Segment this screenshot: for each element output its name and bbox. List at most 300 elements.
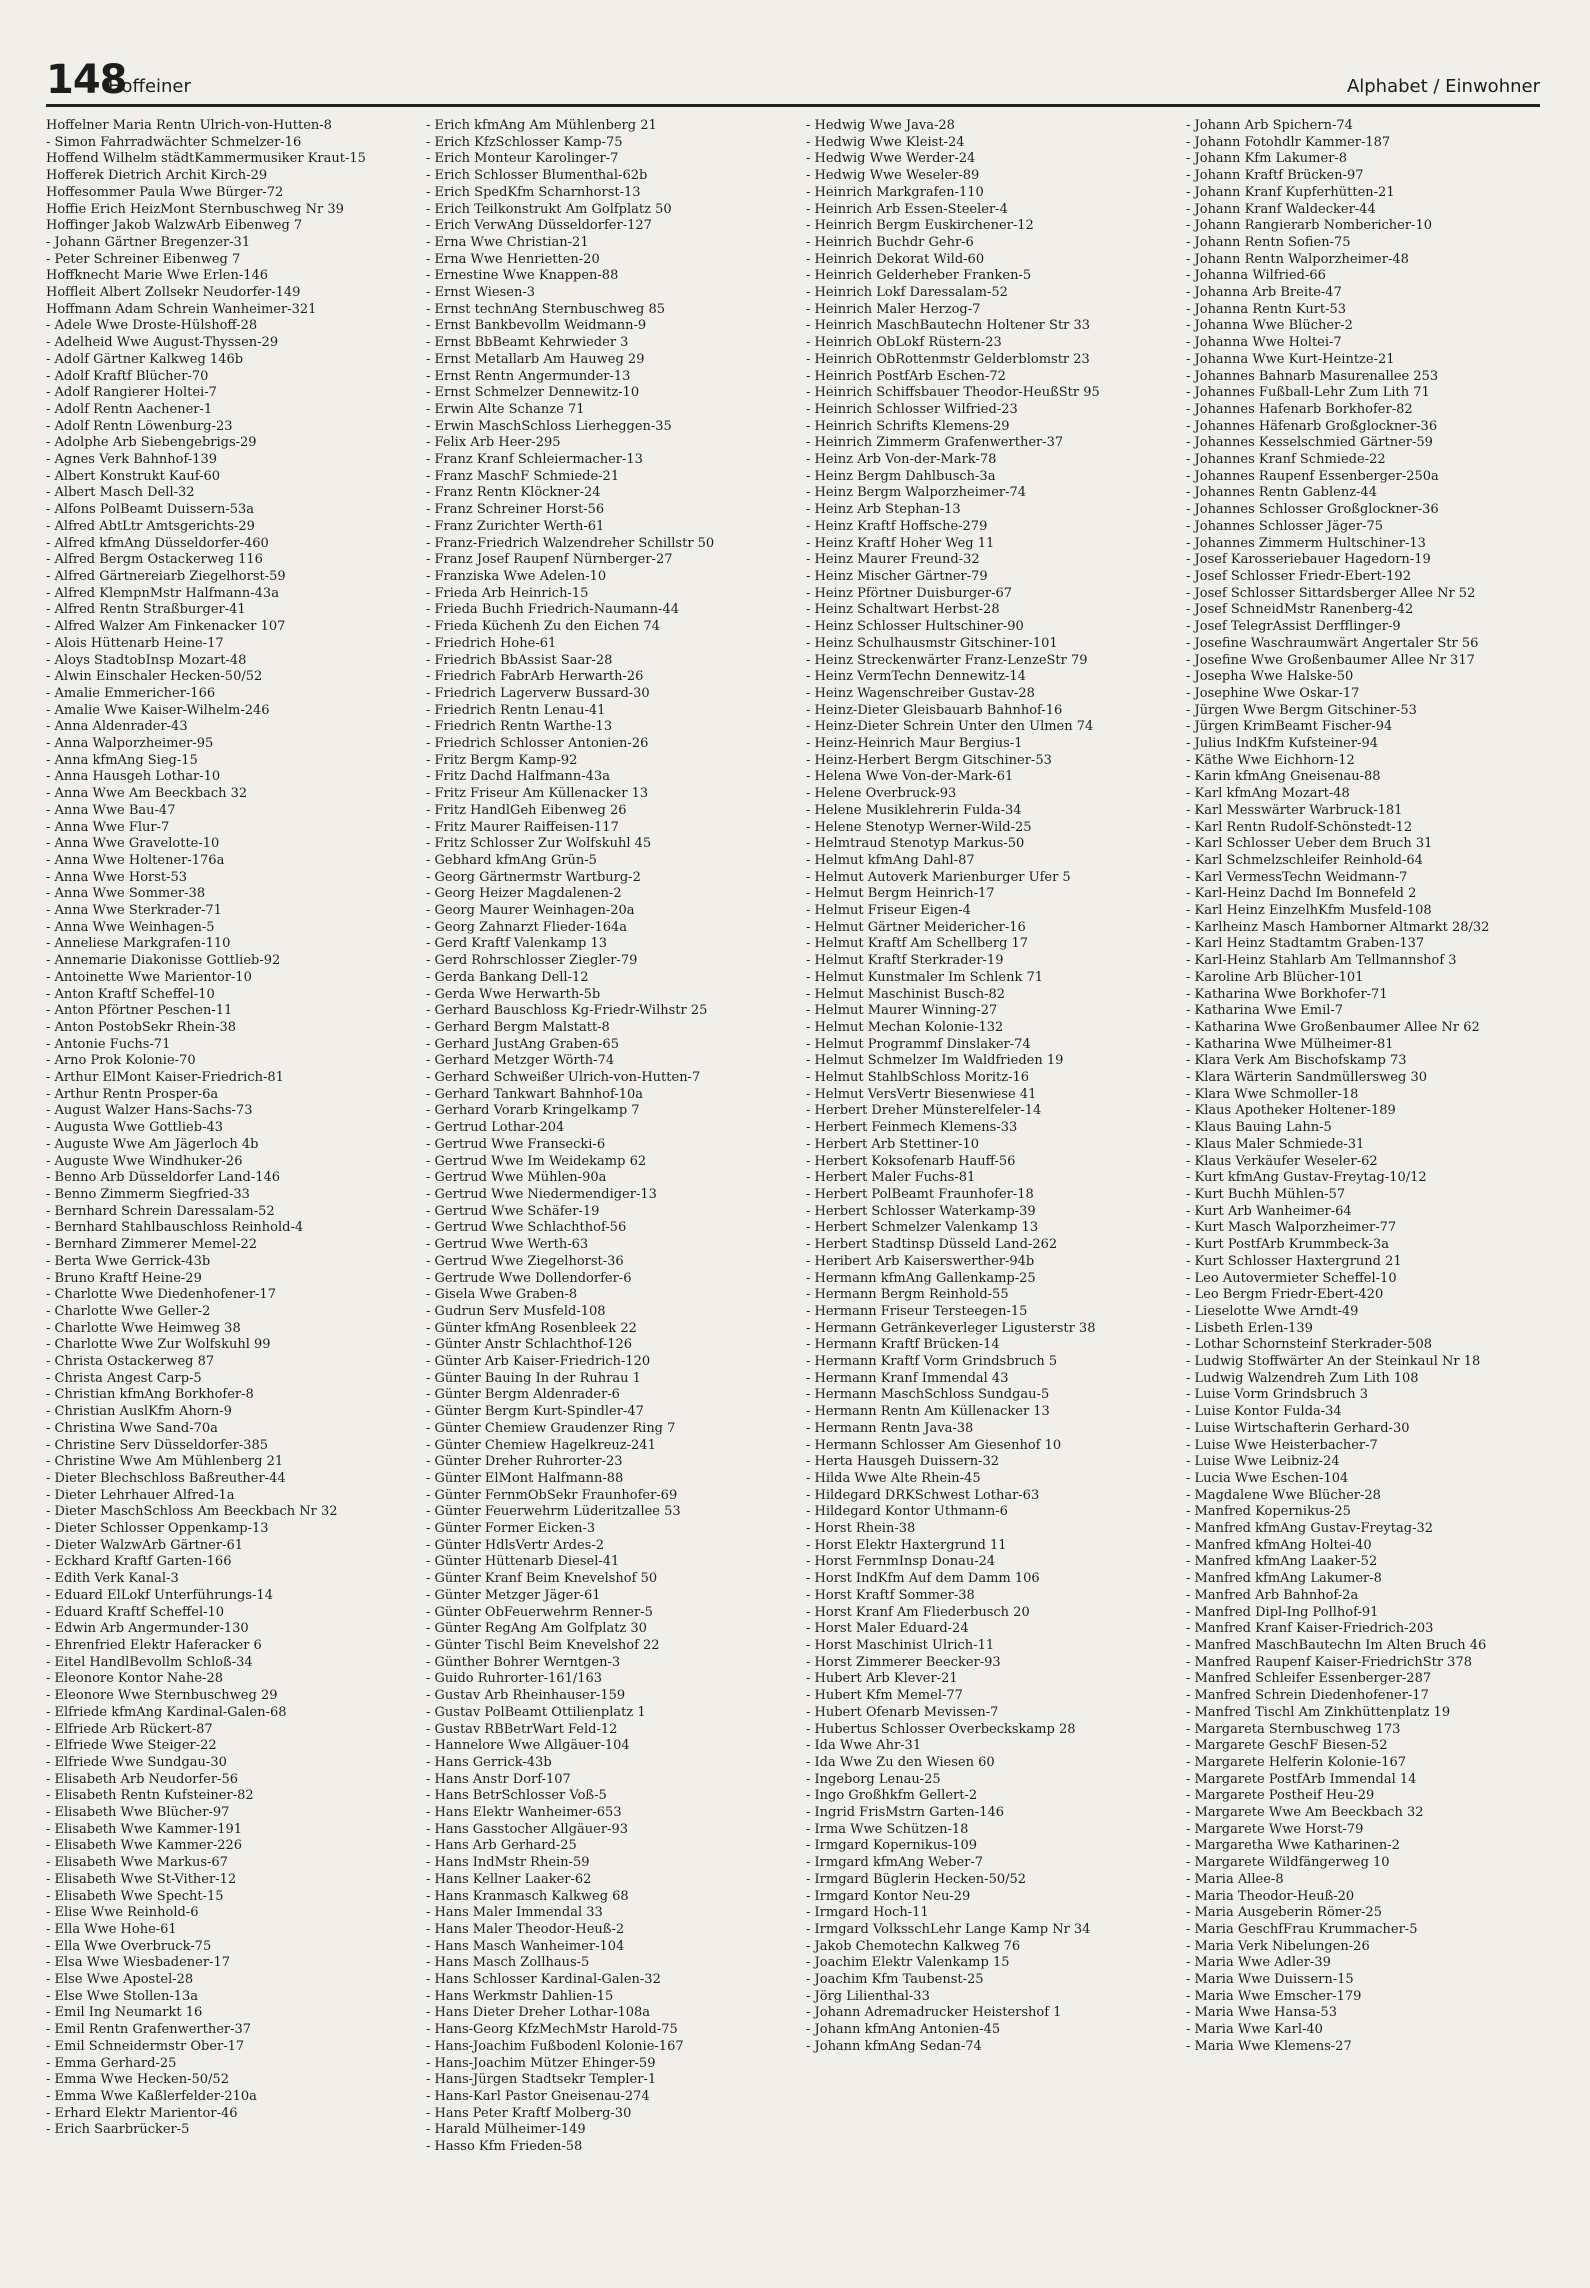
- directory-entry: - Jürgen KrimBeamt Fischer-94: [1186, 719, 1393, 735]
- directory-entry: - Gertrud Lothar-204: [426, 1120, 565, 1136]
- directory-entry: - Elisabeth Wwe Markus-67: [46, 1855, 228, 1871]
- directory-entry: - Leo Autovermieter Scheffel-10: [1186, 1270, 1397, 1286]
- directory-entry: - Helmut Kunstmaler Im Schlenk 71: [806, 969, 1044, 985]
- directory-entry: - Anna Wwe Holtener-176a: [46, 852, 225, 868]
- directory-entry: - Frieda Buchh Friedrich-Naumann-44: [426, 602, 679, 618]
- directory-entry: - Antonie Fuchs-71: [46, 1036, 171, 1052]
- directory-entry: - Hans-Karl Pastor Gneisenau-274: [426, 2088, 650, 2104]
- directory-entry: Hofferek Dietrich Archit Kirch-29: [46, 168, 268, 184]
- directory-entry: - Günter ObFeuerwehrm Renner-5: [426, 1604, 653, 1620]
- directory-entry: - Magdalene Wwe Blücher-28: [1186, 1487, 1381, 1503]
- directory-entry: - Karl Heinz Stadtamtm Graben-137: [1186, 936, 1425, 952]
- directory-entry: - Hermann Bergm Reinhold-55: [806, 1287, 1009, 1303]
- directory-entry: - Ludwig Stoffwärter An der Steinkaul Nr 18: [1186, 1354, 1481, 1370]
- directory-entry: - Julius IndKfm Kufsteiner-94: [1186, 736, 1378, 752]
- directory-entry: - Günter ElMont Halfmann-88: [426, 1470, 624, 1486]
- directory-entry: - Emma Wwe Hecken-50/52: [46, 2072, 229, 2088]
- directory-entry: - Heinz Mischer Gärtner-79: [806, 568, 988, 584]
- directory-entry: - Johann Fotohdlr Kammer-187: [1186, 134, 1391, 150]
- directory-entry: - Arno Prok Kolonie-70: [46, 1053, 196, 1069]
- directory-entry: - Klaus Bauing Lahn-5: [1186, 1120, 1332, 1136]
- directory-entry: - Irmgard Büglerin Hecken-50/52: [806, 1871, 1027, 1887]
- directory-entry: - Josef Schlosser Sittardsberger Allee Nr 52: [1186, 585, 1476, 601]
- directory-entry: - Elisabeth Wwe St-Vither-12: [46, 1871, 237, 1887]
- directory-entry: - Hans-Jürgen Stadtsekr Templer-1: [426, 2072, 657, 2088]
- directory-entry: - Erich SpedKfm Scharnhorst-13: [426, 184, 641, 200]
- directory-entry: - Heinz Arb Von-der-Mark-78: [806, 452, 997, 468]
- directory-entry: - Charlotte Wwe Heimweg 38: [46, 1320, 241, 1336]
- directory-entry: - Günter Anstr Schlachthof-126: [426, 1337, 633, 1353]
- directory-entry: - Günter Metzger Jäger-61: [426, 1587, 601, 1603]
- directory-entry: - Erich Teilkonstrukt Am Golfplatz 50: [426, 201, 672, 217]
- directory-entry: - Gertrud Wwe Schlachthof-56: [426, 1220, 627, 1236]
- directory-entry: - Else Wwe Apostel-28: [46, 1972, 194, 1988]
- directory-entry: - Emil Ing Neumarkt 16: [46, 2005, 203, 2021]
- directory-entry: - Gerhard Metzger Wörth-74: [426, 1053, 615, 1069]
- directory-entry: - Hannelore Wwe Allgäuer-104: [426, 1738, 630, 1754]
- directory-entry: - Felix Arb Heer-295: [426, 435, 561, 451]
- directory-entry: - Albert Konstrukt Kauf-60: [46, 468, 221, 484]
- directory-entry: - Gertrud Wwe Mühlen-90a: [426, 1170, 607, 1186]
- directory-entry: - Helmut Mechan Kolonie-132: [806, 1019, 1004, 1035]
- directory-entry: - Hermann Friseur Tersteegen-15: [806, 1303, 1028, 1319]
- directory-entry: - Klara Wärterin Sandmüllersweg 30: [1186, 1070, 1427, 1086]
- directory-entry: - Johann Kfm Lakumer-8: [1186, 151, 1348, 167]
- directory-entry: - Karl Schlosser Ueber dem Bruch 31: [1186, 836, 1433, 852]
- directory-entry: - Maria Wwe Karl-40: [1186, 2022, 1323, 2038]
- directory-entry: - Margareta Sternbuschweg 173: [1186, 1721, 1401, 1737]
- directory-entry: - Hilda Wwe Alte Rhein-45: [806, 1470, 981, 1486]
- directory-entry: - Helene Musiklehrerin Fulda-34: [806, 802, 1022, 818]
- directory-entry: - Johann Kranf Waldecker-44: [1186, 201, 1376, 217]
- directory-entry: - Herbert Schmelzer Valenkamp 13: [806, 1220, 1039, 1236]
- directory-entry: - Erwin Alte Schanze 71: [426, 401, 585, 417]
- directory-entry: - Georg Gärtnermstr Wartburg-2: [426, 869, 641, 885]
- directory-entry: - Margarete Wwe Horst-79: [1186, 1821, 1364, 1837]
- directory-entry: - Heinz-Dieter Gleisbauarb Bahnhof-16: [806, 702, 1063, 718]
- directory-entry: - Alfred Gärtnereiarb Ziegelhorst-59: [46, 568, 286, 584]
- directory-entry: - Johanna Wwe Blücher-2: [1186, 318, 1353, 334]
- directory-entry: - Anna Wwe Sterkrader-71: [46, 903, 222, 919]
- directory-entry: - Heinrich Lokf Daressalam-52: [806, 285, 1008, 301]
- directory-entry: - Katharina Wwe Emil-7: [1186, 1003, 1344, 1019]
- directory-entry: - Gudrun Serv Musfeld-108: [426, 1303, 606, 1319]
- directory-entry: - Hans Kellner Laaker-62: [426, 1871, 592, 1887]
- directory-entry: - Fritz Dachd Halfmann-43a: [426, 769, 610, 785]
- directory-entry: - Johann Arb Spichern-74: [1186, 118, 1353, 133]
- directory-entry: - Gerd Rohrschlosser Ziegler-79: [426, 953, 638, 969]
- directory-entry: - Heinrich Maler Herzog-7: [806, 301, 981, 317]
- directory-entry: - Josepha Wwe Halske-50: [1186, 669, 1354, 685]
- directory-entry: - Karl Schmelzschleifer Reinhold-64: [1186, 852, 1423, 868]
- directory-entry: - Jakob Chemotechn Kalkweg 76: [806, 1938, 1021, 1954]
- directory-entry: - Irmgard kfmAng Weber-7: [806, 1855, 984, 1871]
- directory-entry: - Erich kfmAng Am Mühlenberg 21: [426, 118, 657, 133]
- directory-entry: - Heinz Kraftf Hoher Weg 11: [806, 535, 995, 551]
- directory-entry: - Günter Hüttenarb Diesel-41: [426, 1554, 620, 1570]
- directory-entry: - Irmgard Hoch-11: [806, 1905, 929, 1921]
- directory-entry: - Margarete GeschF Biesen-52: [1186, 1738, 1388, 1754]
- directory-entry: Hoffelner Maria Rentn Ulrich-von-Hutten-8: [46, 118, 332, 133]
- directory-entry: - Dieter Lehrhauer Alfred-1a: [46, 1487, 235, 1503]
- directory-entry: - Kurt Buchh Mühlen-57: [1186, 1187, 1346, 1202]
- directory-entry: - Horst IndKfm Auf dem Damm 106: [806, 1571, 1040, 1587]
- directory-entry: - Hans Werkmstr Dahlien-15: [426, 1988, 614, 2004]
- directory-entry: - Johannes Kesselschmied Gärtner-59: [1186, 435, 1433, 451]
- directory-entry: - Arthur ElMont Kaiser-Friedrich-81: [46, 1070, 284, 1086]
- directory-entry: - Helmut Schmelzer Im Waldfrieden 19: [806, 1053, 1064, 1069]
- directory-entry: - Alfred Rentn Straßburger-41: [46, 602, 246, 618]
- directory-entry: - Günther Bohrer Werntgen-3: [426, 1654, 621, 1670]
- directory-entry: - Johannes Kranf Schmiede-22: [1186, 452, 1386, 468]
- directory-entry: - Hubertus Schlosser Overbeckskamp 28: [806, 1721, 1076, 1737]
- directory-entry: - Johann Kraftf Brücken-97: [1186, 168, 1364, 184]
- directory-entry: - Hans Anstr Dorf-107: [426, 1771, 571, 1787]
- directory-entry: - Fritz HandlGeh Eibenweg 26: [426, 802, 627, 818]
- directory-entry: Hoffie Erich HeizMont Sternbuschweg Nr 39: [46, 201, 344, 217]
- directory-entry: - Manfred Arb Bahnhof-2a: [1186, 1587, 1359, 1603]
- directory-entry: - Günter RegAng Am Golfplatz 30: [426, 1621, 647, 1637]
- directory-entry: - Franz Zurichter Werth-61: [426, 518, 605, 534]
- directory-entry: - Alfred kfmAng Düsseldorfer-460: [46, 535, 269, 551]
- directory-entry: - Friedrich Rentn Warthe-13: [426, 719, 613, 735]
- directory-entry: - Klaus Maler Schmiede-31: [1186, 1136, 1365, 1152]
- directory-entry: - Elisabeth Wwe Blücher-97: [46, 1805, 230, 1821]
- directory-entry: - Johanna Rentn Kurt-53: [1186, 301, 1347, 317]
- directory-entry: - Kurt kfmAng Gustav-Freytag-10/12: [1186, 1170, 1427, 1186]
- directory-entry: - Fritz Bergm Kamp-92: [426, 752, 578, 768]
- directory-entry: - Anneliese Markgrafen-110: [46, 936, 231, 952]
- directory-entry: - Hedwig Wwe Werder-24: [806, 151, 976, 167]
- directory-entry: - Helmut Programmf Dinslaker-74: [806, 1036, 1031, 1052]
- directory-entry: - Hildegard Kontor Uthmann-6: [806, 1504, 1008, 1520]
- directory-entry: - Jürgen Wwe Bergm Gitschiner-53: [1186, 702, 1417, 718]
- directory-entry: - Hans Elektr Wanheimer-653: [426, 1805, 622, 1821]
- directory-entry: - Elfriede Wwe Steiger-22: [46, 1738, 217, 1754]
- directory-entry: - Heinz Maurer Freund-32: [806, 552, 980, 568]
- directory-entry: - Ella Wwe Hohe-61: [46, 1921, 177, 1937]
- directory-entry: - Leo Bergm Friedr-Ebert-420: [1186, 1287, 1384, 1303]
- directory-entry: - Heinrich Bergm Euskirchener-12: [806, 218, 1034, 234]
- directory-entry: - Bernhard Zimmerer Memel-22: [46, 1237, 258, 1253]
- directory-entry: - Guido Ruhrorter-161/163: [426, 1671, 603, 1687]
- directory-entry: - Karin kfmAng Gneisenau-88: [1186, 769, 1381, 785]
- directory-entry: - Alfons PolBeamt Duissern-53a: [46, 502, 255, 518]
- directory-entry: - Karl-Heinz Stahlarb Am Tellmannshof 3: [1186, 953, 1457, 969]
- directory-entry: - Manfred Tischl Am Zinkhüttenplatz 19: [1186, 1704, 1451, 1720]
- directory-entry: - Gebhard kfmAng Grün-5: [426, 852, 597, 868]
- directory-entry: - Heinz Schlosser Hultschiner-90: [806, 619, 1024, 635]
- directory-entry: - Dieter WalzwArb Gärtner-61: [46, 1537, 244, 1553]
- directory-entry: - Eleonore Kontor Nahe-28: [46, 1671, 224, 1687]
- directory-entry: - Klaus Verkäufer Weseler-62: [1186, 1153, 1378, 1169]
- directory-entry: - Dieter Schlosser Oppenkamp-13: [46, 1521, 269, 1537]
- directory-entry: - Hans Gasstocher Allgäuer-93: [426, 1821, 629, 1837]
- directory-entry: - Hasso Kfm Frieden-58: [426, 2139, 583, 2155]
- column-4: [1186, 118, 1536, 2258]
- directory-entry: - Hans BetrSchlosser Voß-5: [426, 1788, 607, 1804]
- directory-entry: - Benno Zimmerm Siegfried-33: [46, 1187, 250, 1202]
- directory-entry: - Christa Angest Carp-5: [46, 1370, 202, 1386]
- directory-entry: - Adele Wwe Droste-Hülshoff-28: [46, 318, 258, 334]
- directory-entry: - Heinrich MaschBautechn Holtener Str 33: [806, 318, 1091, 334]
- directory-entry: - Herta Hausgeh Duissern-32: [806, 1454, 1000, 1470]
- directory-entry: - Josephine Wwe Oskar-17: [1186, 685, 1360, 701]
- directory-entry: - Heinrich Zimmerm Grafenwerther-37: [806, 435, 1064, 451]
- directory-entry: - Maria Theodor-Heuß-20: [1186, 1888, 1355, 1904]
- directory-entry: - Karl Rentn Rudolf-Schönstedt-12: [1186, 819, 1413, 835]
- directory-entry: - Margarete PostfArb Immendal 14: [1186, 1771, 1417, 1787]
- directory-entry: - Johannes Bahnarb Masurenallee 253: [1186, 368, 1439, 384]
- directory-entry: - Eduard Kraftf Scheffel-10: [46, 1604, 225, 1620]
- directory-entry: - Hermann Getränkeverleger Ligusterstr 38: [806, 1320, 1096, 1336]
- directory-entry: - Franz Kranf Schleiermacher-13: [426, 452, 643, 468]
- directory-entry: - Ernst Schmelzer Dennewitz-10: [426, 385, 640, 401]
- directory-entry: - Hans Maler Immendal 33: [426, 1905, 603, 1921]
- directory-entry: - Antoinette Wwe Marientor-10: [46, 969, 252, 985]
- directory-entry: - Anton Pförtner Peschen-11: [46, 1003, 233, 1019]
- directory-entry: - Katharina Wwe Borkhofer-71: [1186, 986, 1388, 1002]
- directory-entry: - Helmtraud Stenotyp Markus-50: [806, 836, 1025, 852]
- directory-entry: - Anna Wwe Weinhagen-5: [46, 919, 215, 935]
- directory-entry: - Helmut Gärtner Meidericher-16: [806, 919, 1026, 935]
- directory-entry: - Franz Josef Raupenf Nürnberger-27: [426, 552, 673, 568]
- directory-entry: - Hubert Ofenarb Mevissen-7: [806, 1704, 999, 1720]
- directory-entry: - Günter Kranf Beim Knevelshof 50: [426, 1571, 658, 1587]
- directory-entry: - Anna Wwe Gravelotte-10: [46, 836, 220, 852]
- directory-entry: - Jörg Lilienthal-33: [806, 1988, 930, 2004]
- directory-entry: - Johann kfmAng Sedan-74: [806, 2038, 982, 2054]
- directory-entry: - Arthur Rentn Prosper-6a: [46, 1086, 219, 1102]
- directory-entry: - Elfriede kfmAng Kardinal-Galen-68: [46, 1704, 287, 1720]
- directory-entry: - Horst Maschinist Ulrich-11: [806, 1637, 995, 1653]
- directory-entry: - Elisabeth Wwe Kammer-226: [46, 1838, 243, 1854]
- directory-entry: - Margarete Wwe Am Beeckbach 32: [1186, 1805, 1424, 1821]
- directory-entry: - Bernhard Stahlbauschloss Reinhold-4: [46, 1220, 304, 1236]
- directory-entry: - Fritz Friseur Am Küllenacker 13: [426, 786, 649, 802]
- directory-entry: - Karlheinz Masch Hamborner Altmarkt 28/32: [1186, 919, 1490, 935]
- directory-entry: - Herbert PolBeamt Fraunhofer-18: [806, 1187, 1034, 1202]
- directory-entry: Hoffleit Albert Zollsekr Neudorfer-149: [46, 285, 301, 301]
- directory-entry: - Emma Wwe Kaßlerfelder-210a: [46, 2088, 257, 2104]
- directory-entry: - Ernst BbBeamt Kehrwieder 3: [426, 335, 629, 351]
- directory-entry: - Hermann MaschSchloss Sundgau-5: [806, 1387, 1050, 1403]
- directory-entry: - Ernst Metallarb Am Hauweg 29: [426, 351, 645, 367]
- directory-entry: - Heinrich Arb Essen-Steeler-4: [806, 201, 1008, 217]
- directory-entry: - Friedrich Lagerverw Bussard-30: [426, 685, 650, 701]
- directory-entry: - Helmut StahlbSchloss Moritz-16: [806, 1070, 1030, 1086]
- directory-entry: - Heinrich Schiffsbauer Theodor-HeußStr 95: [806, 385, 1100, 401]
- directory-entry: - Franz Schreiner Horst-56: [426, 502, 605, 518]
- directory-entry: - Johanna Wwe Holtei-7: [1186, 335, 1342, 351]
- directory-entry: - Erich VerwAng Düsseldorfer-127: [426, 218, 652, 234]
- directory-entry: - Maria Verk Nibelungen-26: [1186, 1938, 1370, 1954]
- directory-entry: - August Walzer Hans-Sachs-73: [46, 1103, 253, 1119]
- directory-entry: - Heinz Schulhausmstr Gitschiner-101: [806, 635, 1058, 651]
- directory-entry: - Maria Wwe Klemens-27: [1186, 2038, 1352, 2054]
- directory-entry: - Günter Bergm Kurt-Spindler-47: [426, 1404, 644, 1420]
- directory-entry: - Christine Serv Düsseldorfer-385: [46, 1437, 269, 1453]
- directory-entry: - Irmgard Kopernikus-109: [806, 1838, 978, 1854]
- directory-entry: - Heribert Arb Kaiserswerther-94b: [806, 1253, 1035, 1269]
- directory-entry: - Alois Hüttenarb Heine-17: [46, 635, 224, 651]
- directory-entry: - Katharina Wwe Mülheimer-81: [1186, 1036, 1394, 1052]
- directory-entry: - Johann Gärtner Bregenzer-31: [46, 234, 251, 250]
- directory-entry: - Franziska Wwe Adelen-10: [426, 568, 607, 584]
- directory-entry: - Erwin MaschSchloss Lierheggen-35: [426, 418, 672, 434]
- directory-entry: - Else Wwe Stollen-13a: [46, 1988, 199, 2004]
- directory-entry: - Heinz VermTechn Dennewitz-14: [806, 669, 1026, 685]
- directory-entry: - Ernst Wiesen-3: [426, 285, 536, 301]
- directory-entry: Hoffesommer Paula Wwe Bürger-72: [46, 184, 284, 200]
- directory-entry: - Hans Masch Zollhaus-5: [426, 1955, 590, 1971]
- directory-entry: - Gisela Wwe Graben-8: [426, 1287, 578, 1303]
- directory-entry: - Gerhard Vorarb Kringelkamp 7: [426, 1103, 640, 1119]
- directory-entry: - Dieter MaschSchloss Am Beeckbach Nr 32: [46, 1504, 338, 1520]
- directory-entry: - Josef Schlosser Friedr-Ebert-192: [1186, 568, 1411, 584]
- directory-entry: - Günter kfmAng Rosenbleek 22: [426, 1320, 637, 1336]
- directory-entry: - Fritz Maurer Raiffeisen-117: [426, 819, 619, 835]
- directory-entry: - Eleonore Wwe Sternbuschweg 29: [46, 1688, 278, 1704]
- directory-entry: - Elfriede Wwe Sundgau-30: [46, 1754, 227, 1770]
- directory-entry: - Gertrud Wwe Ziegelhorst-36: [426, 1253, 624, 1269]
- directory-entry: - Günter FernmObSekr Fraunhofer-69: [426, 1487, 678, 1503]
- directory-entry: - Hans Gerrick-43b: [426, 1754, 552, 1770]
- directory-entry: - Josef Karosseriebauer Hagedorn-19: [1186, 552, 1431, 568]
- directory-entry: - Manfred Schleifer Essenberger-287: [1186, 1671, 1432, 1687]
- directory-entry: - Johann Kranf Kupferhütten-21: [1186, 184, 1395, 200]
- directory-entry: - Hans-Joachim Mützer Ehinger-59: [426, 2055, 656, 2071]
- directory-entry: - Helmut Kraftf Am Schellberg 17: [806, 936, 1029, 952]
- directory-entry: - Erna Wwe Henrietten-20: [426, 251, 600, 267]
- directory-entry: - Johanna Wilfried-66: [1186, 268, 1326, 284]
- directory-entry: - Ingeborg Lenau-25: [806, 1771, 941, 1787]
- directory-entry: - Peter Schreiner Eibenweg 7: [46, 251, 241, 267]
- directory-entry: - Franz Rentn Klöckner-24: [426, 485, 601, 501]
- directory-entry: - Johann Rentn Sofien-75: [1186, 234, 1351, 250]
- directory-entry: - Elsa Wwe Wiesbadener-17: [46, 1955, 230, 1971]
- directory-entry: - Hans Kranmasch Kalkweg 68: [426, 1888, 629, 1904]
- directory-entry: - Heinz Pförtner Duisburger-67: [806, 585, 1013, 601]
- directory-entry: - Hermann Kraftf Vorm Grindsbruch 5: [806, 1354, 1058, 1370]
- directory-entry: - Helmut kfmAng Dahl-87: [806, 852, 975, 868]
- directory-entry: - Anna Wwe Flur-7: [46, 819, 170, 835]
- directory-entry: - Adolf Gärtner Kalkweg 146b: [46, 351, 244, 367]
- directory-entry: - Amalie Emmericher-166: [46, 685, 216, 701]
- directory-entry: - Hans Masch Wanheimer-104: [426, 1938, 625, 1954]
- directory-entry: - Heinrich Gelderheber Franken-5: [806, 268, 1032, 284]
- directory-entry: - Ingo Großhkfm Gellert-2: [806, 1788, 978, 1804]
- directory-entry: - Gertrud Wwe Schäfer-19: [426, 1203, 600, 1219]
- directory-entry: - Helena Wwe Von-der-Mark-61: [806, 769, 1014, 785]
- directory-entry: - Friedrich Hohe-61: [426, 635, 557, 651]
- directory-entry: - Klara Verk Am Bischofskamp 73: [1186, 1053, 1407, 1069]
- directory-entry: - Elisabeth Wwe Specht-15: [46, 1888, 224, 1904]
- directory-entry: - Helmut VersVertr Biesenwiese 41: [806, 1086, 1037, 1102]
- directory-entry: - Frieda Küchenh Zu den Eichen 74: [426, 619, 660, 635]
- directory-entry: - Heinrich ObLokf Rüstern-23: [806, 335, 1002, 351]
- directory-entry: - Anna Walporzheimer-95: [46, 736, 214, 752]
- directory-entry: - Hans-Georg KfzMechMstr Harold-75: [426, 2022, 678, 2038]
- directory-entry: - Gustav PolBeamt Ottilienplatz 1: [426, 1704, 646, 1720]
- directory-entry: - Anna Wwe Sommer-38: [46, 886, 206, 902]
- directory-entry: - Irmgard Kontor Neu-29: [806, 1888, 971, 1904]
- directory-entry: - Anton PostobSekr Rhein-38: [46, 1019, 237, 1035]
- directory-entry: - Christian AuslKfm Ahorn-9: [46, 1404, 232, 1420]
- directory-entry: - Lisbeth Erlen-139: [1186, 1320, 1313, 1336]
- directory-entry: - Johannes Fußball-Lehr Zum Lith 71: [1186, 385, 1430, 401]
- directory-entry: - Heinrich Schrifts Klemens-29: [806, 418, 1010, 434]
- directory-entry: - Margarete Postheif Heu-29: [1186, 1788, 1375, 1804]
- directory-entry: Hoffknecht Marie Wwe Erlen-146: [46, 268, 269, 284]
- directory-entry: - Charlotte Wwe Diedenhofener-17: [46, 1287, 276, 1303]
- directory-entry: - Horst Rhein-38: [806, 1521, 916, 1537]
- directory-entry: - Günter Chemiew Hagelkreuz-241: [426, 1437, 656, 1453]
- directory-entry: - Helmut Maschinist Busch-82: [806, 986, 1006, 1002]
- directory-entry: - Horst Zimmerer Beecker-93: [806, 1654, 1001, 1670]
- directory-entry: - Gerhard Bergm Malstatt-8: [426, 1019, 610, 1035]
- directory-entry: - Margarete Helferin Kolonie-167: [1186, 1754, 1407, 1770]
- directory-entry: - Heinrich ObRottenmstr Gelderblomstr 23: [806, 351, 1090, 367]
- directory-entry: - Manfred kfmAng Gustav-Freytag-32: [1186, 1521, 1434, 1537]
- directory-entry: - Herbert Koksofenarb Hauff-56: [806, 1153, 1016, 1169]
- directory-entry: - Ernst Bankbevollm Weidmann-9: [426, 318, 647, 334]
- directory-entry: - Heinrich PostfArb Eschen-72: [806, 368, 1006, 384]
- directory-entry: - Heinrich Markgrafen-110: [806, 184, 984, 200]
- directory-entry: - Adolf Rangierer Holtei-7: [46, 385, 217, 401]
- directory-entry: - Heinz Bergm Dahlbusch-3a: [806, 468, 996, 484]
- directory-entry: - Eckhard Kraftf Garten-166: [46, 1554, 232, 1570]
- directory-entry: - Irmgard VolksschLehr Lange Kamp Nr 34: [806, 1921, 1091, 1937]
- directory-entry: - Bruno Kraftf Heine-29: [46, 1270, 202, 1286]
- directory-entry: - Luise Wirtschafterin Gerhard-30: [1186, 1420, 1410, 1436]
- directory-entry: - Horst FernmInsp Donau-24: [806, 1554, 996, 1570]
- directory-entry: - Erich KfzSchlosser Kamp-75: [426, 134, 623, 150]
- directory-entry: - Manfred Raupenf Kaiser-FriedrichStr 378: [1186, 1654, 1472, 1670]
- directory-entry: - Karl Heinz EinzelhKfm Musfeld-108: [1186, 903, 1432, 919]
- directory-entry: - Erhard Elektr Marientor-46: [46, 2105, 238, 2121]
- directory-entry: - Luise Vorm Grindsbruch 3: [1186, 1387, 1368, 1403]
- directory-entry: - Eitel HandlBevollm Schloß-34: [46, 1654, 253, 1670]
- directory-entry: - Hubert Arb Klever-21: [806, 1671, 958, 1687]
- directory-entry: - Horst Maler Eduard-24: [806, 1621, 969, 1637]
- directory-entry: - Friedrich BbAssist Saar-28: [426, 652, 613, 668]
- directory-entry: - Johanna Wwe Kurt-Heintze-21: [1186, 351, 1395, 367]
- directory-entry: - Elisabeth Arb Neudorfer-56: [46, 1771, 239, 1787]
- directory-entry: - Annemarie Diakonisse Gottlieb-92: [46, 953, 281, 969]
- directory-entry: - Gerd Kraftf Valenkamp 13: [426, 936, 608, 952]
- column-3: [806, 118, 1156, 2258]
- directory-entry: - Alfred Walzer Am Finkenacker 107: [46, 619, 286, 635]
- directory-entry: - Günter Feuerwehrm Lüderitzallee 53: [426, 1504, 681, 1520]
- directory-entry: - Herbert Schlosser Waterkamp-39: [806, 1203, 1036, 1219]
- directory-entry: - Johannes Hafenarb Borkhofer-82: [1186, 401, 1413, 417]
- directory-entry: - Margarete Wildfängerweg 10: [1186, 1855, 1390, 1871]
- directory-entry: - Elfriede Arb Rückert-87: [46, 1721, 213, 1737]
- directory-entry: - Karl-Heinz Dachd Im Bonnefeld 2: [1186, 886, 1417, 902]
- directory-entry: - Hans-Joachim Fußbodenl Kolonie-167: [426, 2038, 684, 2054]
- directory-entry: - Anna Wwe Bau-47: [46, 802, 176, 818]
- directory-entry: - Elisabeth Rentn Kufsteiner-82: [46, 1788, 254, 1804]
- directory-entry: - Heinz-Dieter Schrein Unter den Ulmen 74: [806, 719, 1094, 735]
- directory-entry: - Eduard ElLokf Unterführungs-14: [46, 1587, 273, 1603]
- directory-entry: - Erich Monteur Karolinger-7: [426, 151, 619, 167]
- directory-entry: - Hedwig Wwe Weseler-89: [806, 168, 980, 184]
- directory-entry: - Emma Gerhard-25: [46, 2055, 177, 2071]
- directory-entry: - Kurt Schlosser Haxtergrund 21: [1186, 1253, 1402, 1269]
- directory-entry: - Manfred kfmAng Lakumer-8: [1186, 1571, 1382, 1587]
- directory-entry: - Gerhard Schweißer Ulrich-von-Hutten-7: [426, 1070, 701, 1086]
